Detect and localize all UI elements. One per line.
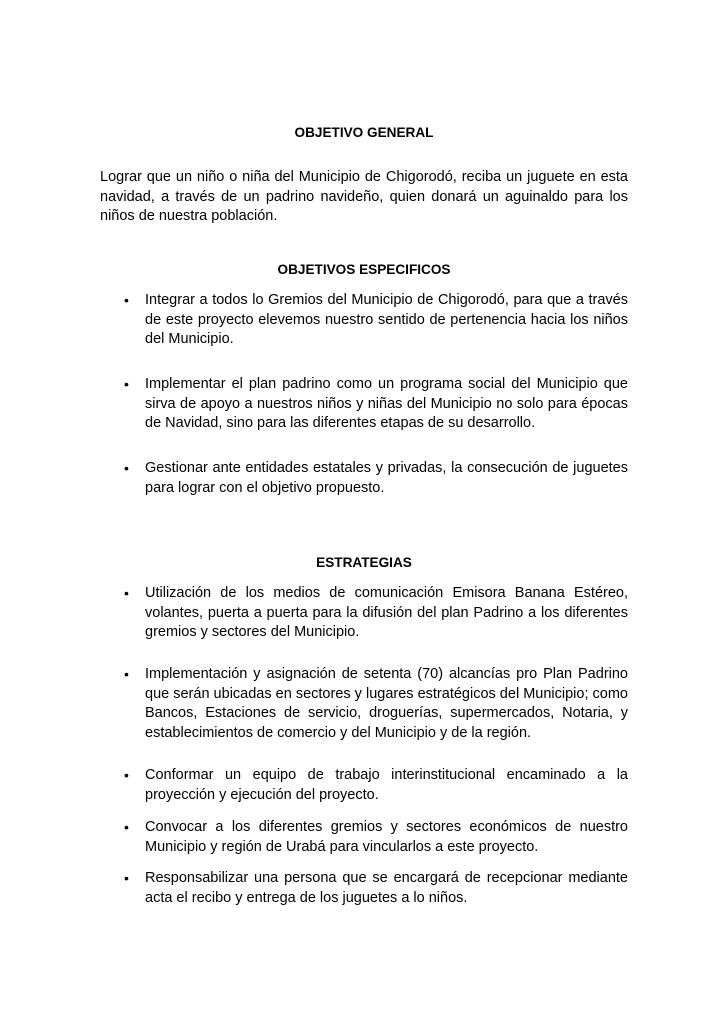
bullet-icon: • [124, 585, 129, 601]
list-item-text: Integrar a todos lo Gremios del Municipio de Chigorodó, para que a través de este proyecto elevemos nuestro sentido de pertenencia hacia los niños del Municipio. [145, 292, 628, 348]
heading-objetivos-especificos: OBJETIVOS ESPECIFICOS [277, 262, 451, 277]
heading-estrategias: ESTRATEGIAS [316, 555, 412, 570]
list-item-text: Convocar a los diferentes gremios y sectores económicos de nuestro Municipio y región de Urabá para vincularlos a este proyecto. [145, 819, 628, 855]
list-item-text: Utilización de los medios de comunicación Emisora Banana Estéreo, volantes, puerta a puerta para la difusión del plan Padrino a los diferentes gremios y sectores del Municipio. [145, 585, 628, 641]
list-item-text: Responsabilizar una persona que se encargará de recepcionar mediante acta el recibo y entrega de los juguetes a lo niños. [145, 870, 628, 906]
bullet-icon: • [124, 767, 129, 783]
bullet-icon: • [124, 460, 129, 476]
bullet-icon: • [124, 870, 129, 886]
bullet-icon: • [124, 819, 129, 835]
list-item-text: Implementación y asignación de setenta (70) alcancías pro Plan Padrino que serán ubicadas en sectores y lugares estratégicos del Municipio; como Bancos, Estaciones de servicio, droguerías, supermercados, Notaria, y establecimientos de comercio y del Municipio y de la región. [145, 666, 628, 742]
bullet-icon: • [124, 292, 129, 308]
bullet-icon: • [124, 666, 129, 682]
list-item-text: Implementar el plan padrino como un programa social del Municipio que sirva de apoyo a nuestros niños y niñas del Municipio no solo para épocas de Navidad, sino para las diferentes etapas de su desarrollo. [145, 376, 628, 432]
heading-objetivo-general: OBJETIVO GENERAL [294, 125, 434, 140]
list-item-text: Conformar un equipo de trabajo interinstitucional encaminado a la proyección y ejecución del proyecto. [145, 767, 628, 803]
paragraph-objetivo-general: Lograr que un niño o niña del Municipio de Chigorodó, reciba un juguete en esta navidad, a través de un padrino navideño, quien donará un aguinaldo para los niños de nuestra población. [100, 169, 628, 225]
list-item-text: Gestionar ante entidades estatales y privadas, la consecución de juguetes para lograr con el objetivo propuesto. [145, 460, 628, 496]
bullet-icon: • [124, 376, 129, 392]
